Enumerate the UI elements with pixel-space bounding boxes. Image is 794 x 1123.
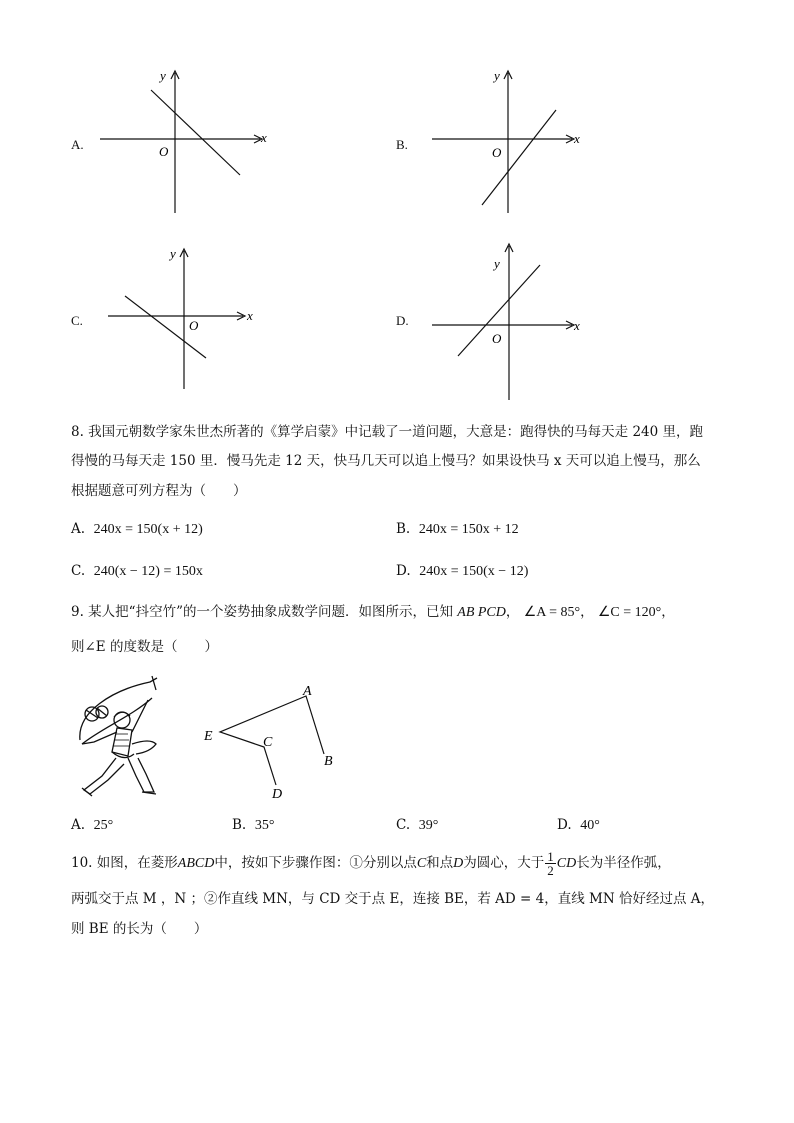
point-label-a: A xyxy=(303,684,312,699)
q9-angle-c: ∠C = 120° xyxy=(597,605,662,620)
option-label: C. xyxy=(396,817,411,833)
q8-option-c xyxy=(71,557,203,586)
option-value: 40° xyxy=(580,818,600,833)
q10-text-d: 为圆心，大于 xyxy=(463,855,545,871)
option-expr: 240x = 150(x − 12) xyxy=(419,564,529,579)
q9-parallel: AB PCD xyxy=(457,605,506,620)
q7-graph-c xyxy=(95,243,280,393)
q8-stem-line1: 8. 我国元朝数学家朱世杰所著的《算学启蒙》中记载了一道问题，大意是：跑得快的马每天走 240 里，跑 xyxy=(71,424,704,440)
option-value: 39° xyxy=(418,818,439,833)
function-line xyxy=(151,90,240,175)
option-label: A. xyxy=(71,521,86,537)
svg-text:x: x xyxy=(247,308,253,323)
q8-stem-line3: 根据题意可列方程为（ ） xyxy=(71,483,247,499)
fraction-denominator: 2 xyxy=(547,863,554,878)
q10-text-e: 长为半径作弧， xyxy=(576,855,671,871)
x-label: x xyxy=(261,130,267,145)
q7-graph-a xyxy=(95,65,280,215)
origin-label: O xyxy=(159,144,169,159)
y-label: y xyxy=(160,68,166,83)
option-label: D. xyxy=(557,817,572,833)
q10-segment-cd: CD xyxy=(556,856,577,871)
q7-option-a-label: A. xyxy=(71,137,84,152)
fraction-numerator: 1 xyxy=(547,849,554,864)
svg-text:x: x xyxy=(574,318,580,333)
svg-text:O: O xyxy=(492,145,502,160)
q8-stem-line2: 得慢的马每天走 150 里．慢马先走 12 天，快马几天可以追上慢马？如果设快马 x 天可以追上慢马，那么 xyxy=(71,453,701,469)
q10-point-d: D xyxy=(453,856,464,871)
q10-point-c: C xyxy=(416,856,427,871)
svg-text:y: y xyxy=(494,68,500,83)
q9-stem-text: 9. 某人把“抖空竹”的一个姿势抽象成数学问题．如图所示，已知 xyxy=(71,604,453,620)
q7-option-c-label: C. xyxy=(71,313,83,328)
q7-option-b-label: B. xyxy=(396,137,408,152)
point-label-d: D xyxy=(272,787,283,802)
svg-text:O: O xyxy=(189,318,199,333)
q10-stem-line1 xyxy=(71,849,671,878)
option-expr: 240x = 150(x + 12) xyxy=(93,522,203,537)
option-value: 35° xyxy=(254,818,275,833)
point-label-c: C xyxy=(263,735,273,750)
q10-stem-line3: 则 BE 的长为（ ） xyxy=(71,921,208,937)
option-label: A. xyxy=(71,817,86,833)
q7-graph-b xyxy=(420,65,605,215)
q7-option-d-label: D. xyxy=(396,313,409,328)
q10-text-b: 中，按如下步骤作图：①分别以点 xyxy=(214,855,417,871)
q9-option-a xyxy=(71,811,113,840)
q10-text-a: 10. 如图，在菱形 xyxy=(71,855,178,871)
point-label-b: B xyxy=(324,754,333,769)
q10-stem-line2: 两弧交于点 M ，N ；②作直线 MN，与 CD 交于点 E，连接 BE，若 AD = 4，直线 MN 恰好经过点 A， xyxy=(71,891,714,907)
q9-option-d xyxy=(557,811,600,840)
svg-text:x: x xyxy=(574,131,580,146)
q9-stem-line2: 则∠E 的度数是（ ） xyxy=(71,639,218,655)
svg-text:O: O xyxy=(492,331,502,346)
q8-option-a xyxy=(71,515,203,544)
q10-text-c: 和点 xyxy=(426,855,454,871)
q10-shape: ABCD xyxy=(177,856,215,871)
option-label: C. xyxy=(71,563,86,579)
option-expr: 240(x − 12) = 150x xyxy=(93,564,203,579)
q8-option-d xyxy=(396,557,528,586)
point-label-e: E xyxy=(204,729,213,744)
q9-geometry-figure xyxy=(200,680,350,805)
option-expr: 240x = 150x + 12 xyxy=(418,522,519,537)
q9-option-b xyxy=(232,811,274,840)
q9-option-c xyxy=(396,811,438,840)
q8-option-b xyxy=(396,515,519,544)
diabolo-player-illustration xyxy=(72,672,187,802)
one-half-fraction xyxy=(545,850,556,877)
q7-graph-d xyxy=(420,238,605,403)
option-value: 25° xyxy=(93,818,114,833)
option-label: B. xyxy=(396,521,411,537)
svg-text:y: y xyxy=(494,256,500,271)
option-label: B. xyxy=(232,817,247,833)
q9-angle-a: ∠A = 85° xyxy=(523,605,581,620)
q9-stem-line1: 9. 某人把“抖空竹”的一个姿势抽象成数学问题．如图所示，已知 AB PCD， ∠A = 85°， ∠C = 120°， xyxy=(71,604,675,620)
svg-text:y: y xyxy=(170,246,176,261)
option-label: D. xyxy=(396,563,411,579)
